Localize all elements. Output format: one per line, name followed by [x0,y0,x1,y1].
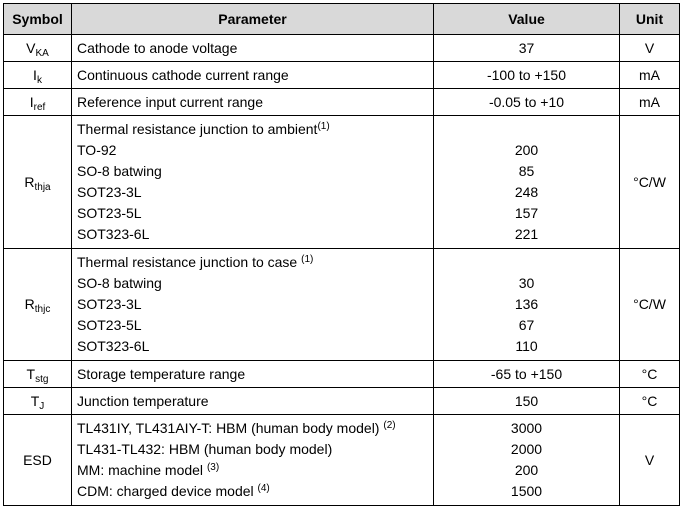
esd-label: CDM: charged device model $^{(4)}$ [77,483,270,499]
unit-cell: °C [620,388,680,415]
unit-cell: mA [620,62,680,89]
esd-value: 3000 [510,420,543,436]
table-row [4,116,680,249]
parameter-cell [72,249,434,361]
package-value: 200 [514,142,539,158]
header-value: Value [434,4,620,35]
unit-cell: V [620,35,680,62]
value-cell: -100 to +150 [434,62,620,89]
parameter-cell: Storage temperature range [72,361,434,388]
header-row [4,4,680,35]
unit-cell: °C/W [620,116,680,249]
symbol-cell: $V_{KA}$ [4,35,72,62]
package-value: 85 [518,163,535,179]
value-cell: -65 to +150 [434,361,620,388]
package-value: 136 [514,296,539,312]
package-value: 221 [514,226,539,242]
header-unit: Unit [620,4,680,35]
parameter-cell: Reference input current range [72,89,434,116]
footnote-ref: (2) [383,420,396,431]
package-label: TO-92 [77,142,117,158]
esd-value: 1500 [510,483,543,499]
package-label: SO-8 batwing [77,275,162,291]
table-row [4,249,680,361]
parameter-title: Thermal resistance junction to case $^{(1)}$ [77,254,314,270]
unit-cell: °C/W [620,249,680,361]
footnote-ref: (4) [257,483,270,494]
package-label: SOT23-3L [77,296,142,312]
parameter-cell: Continuous cathode current range [72,62,434,89]
value-cell [434,415,620,506]
parameter-cell: Junction temperature [72,388,434,415]
package-value: 67 [518,317,535,333]
package-value: 157 [514,205,539,221]
parameter-cell [72,116,434,249]
package-label: SOT23-3L [77,184,142,200]
table-row [4,62,680,89]
package-label: SOT23-5L [77,317,142,333]
symbol-cell: $T_{stg}$ [4,361,72,388]
package-value: 110 [515,338,538,354]
table-row [4,388,680,415]
symbol-cell: $R_{thjc}$ [4,249,72,361]
symbol-cell: $R_{thja}$ [4,116,72,249]
symbol-cell: $T_J$ [4,388,72,415]
package-label: SOT323-6L [77,338,150,354]
table-row [4,415,680,506]
unit-cell: °C [620,361,680,388]
package-label: SO-8 batwing [77,163,162,179]
table-row [4,35,680,62]
package-value: 30 [518,275,535,291]
header-symbol: Symbol [4,4,72,35]
value-cell: 37 [434,35,620,62]
symbol-cell: $I_{ref}$ [4,89,72,116]
esd-value: 2000 [510,441,543,457]
parameter-title: Thermal resistance junction to ambient$^{(1)}$ [77,121,330,137]
value-cell [434,116,620,249]
value-cell [434,249,620,361]
absolute-maximum-ratings-table [3,3,680,506]
parameter-cell: Cathode to anode voltage [72,35,434,62]
header-parameter: Parameter [72,4,434,35]
package-label: SOT23-5L [77,205,142,221]
package-label: SOT323-6L [77,226,150,242]
symbol-cell: ESD [4,415,72,506]
value-cell: -0.05 to +10 [434,89,620,116]
table-row [4,89,680,116]
package-value: 248 [514,184,539,200]
unit-cell: mA [620,89,680,116]
table-row [4,361,680,388]
unit-cell: V [620,415,680,506]
symbol-cell: $I_k$ [4,62,72,89]
value-cell: 150 [434,388,620,415]
esd-label: TL431IY, TL431AIY-T: HBM (human body model) $^{(2)}$ [77,420,396,436]
footnote-ref: (1) [301,254,314,265]
esd-label: TL431-TL432: HBM (human body model) [77,441,333,457]
esd-value: 200 [514,462,539,478]
esd-label: MM: machine model $^{(3)}$ [77,462,220,478]
footnote-ref: (1) [317,121,330,132]
parameter-cell [72,415,434,506]
footnote-ref: (3) [206,462,220,473]
